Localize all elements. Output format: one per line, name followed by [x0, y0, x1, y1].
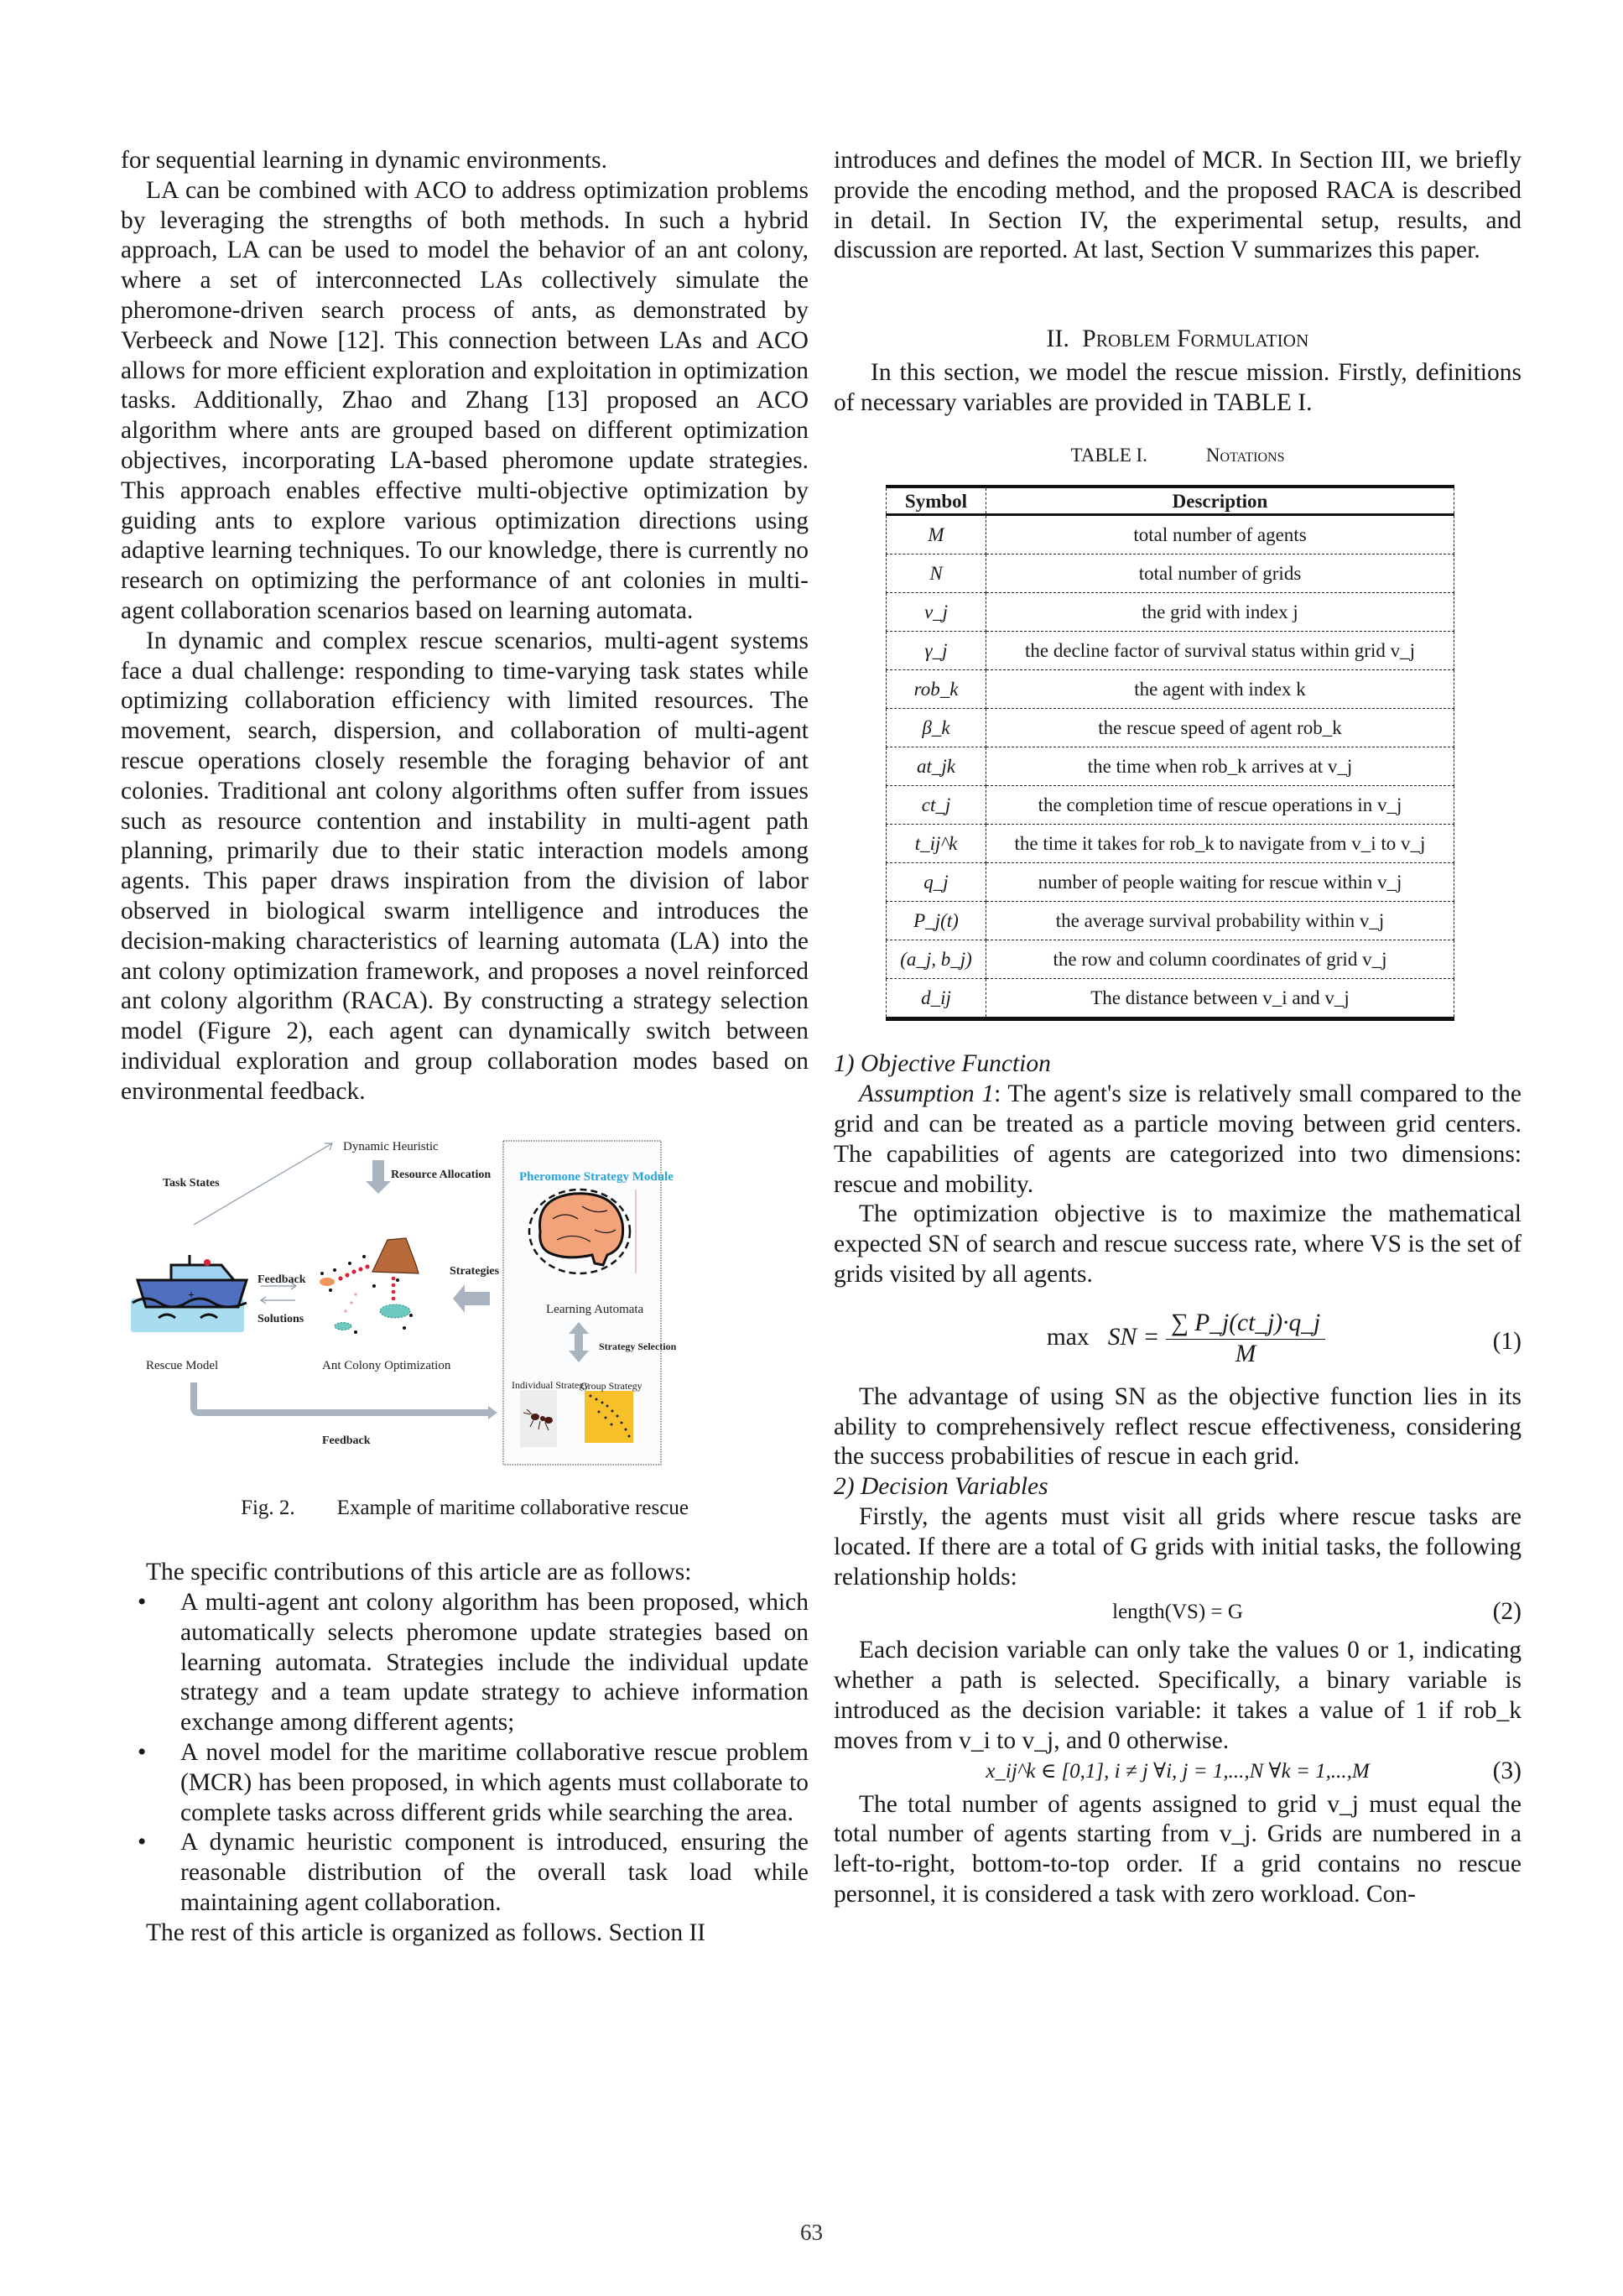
symbol-cell: P_j(t) [887, 902, 986, 940]
label-group-strategy: Group Strategy [580, 1379, 642, 1392]
symbol-cell: at_jk [887, 747, 986, 786]
page-number: 63 [800, 2220, 823, 2245]
description-cell: number of people waiting for rescue within v_j [986, 863, 1454, 902]
symbol-cell: γ_j [887, 632, 986, 670]
description-cell: the decline factor of survival status within grid v_j [986, 632, 1454, 670]
bottom-feedback-arrow [194, 1382, 488, 1413]
table-row [887, 979, 1454, 1019]
label-task-states: Task States [163, 1176, 220, 1190]
subsection-heading-objective: 1) Objective Function [834, 1050, 1051, 1078]
symbol-cell: q_j [887, 863, 986, 902]
label-dynamic-heuristic: Dynamic Heuristic [343, 1139, 439, 1153]
symbol-cell: M [887, 515, 986, 554]
food-source-teal-large [380, 1304, 410, 1318]
equation-1-denominator: M [1235, 1340, 1256, 1367]
symbol-cell: t_ij^k [887, 825, 986, 863]
symbol-cell: ct_j [887, 786, 986, 825]
equation-2 [834, 1597, 1522, 1631]
table-caption [834, 440, 1522, 471]
contribution-item: • A novel model for the maritime collaborative rescue problem (MCR) has been proposed, in which agents must collaborate to complete tasks across different grids while searching the area. [121, 1738, 809, 1828]
table-caption-label: TABLE I. [1070, 444, 1147, 466]
svg-text:+: + [188, 1289, 195, 1302]
table-row [887, 709, 1454, 747]
paragraph: introduces and defines the model of MCR. In Section III, we briefly provide the encoding method, and the proposed RACA is described in detail. In Section IV, the experimental setup, results, and discussion are reported. At last, Section V summarizes this paper. [834, 147, 1522, 264]
table-row [887, 593, 1454, 632]
notations-table [886, 485, 1454, 1021]
table-row [887, 825, 1454, 863]
paragraph: The rest of this article is organized as follows. Section II [146, 1919, 706, 1946]
equation-2-body: length(VS) = G [1112, 1601, 1243, 1624]
label-strategy-selection: Strategy Selection [599, 1340, 677, 1352]
label-resource-allocation: Resource Allocation [391, 1168, 492, 1181]
table-row [887, 863, 1454, 902]
paragraph: LA can be combined with ACO to address optimization problems by leveraging the strengths of both methods. In such a hybrid approach, LA can be used to model the behavior of an ant colony, where a set of interconnected LAs collectively simulate the pheromone-driven search process of ants, as demonstrated by Verbeeck and Nowe [12]. This connection between LAs and ACO allows for more efficient exploration and exploitation in optimization tasks. Additionally, Zhao and Zhang [13] proposed an ACO algorithm where ants are grouped based on different optimization objectives, incorporating LA-based pheromone update strategies. This approach enables effective multi-objective optimization by guiding ants to explore various optimization directions using adaptive learning techniques. To our knowledge, there is currently no research on optimizing the performance of ant colonies in multi-agent collaboration scenarios based on learning automata. [121, 176, 809, 624]
figure-caption [121, 1493, 809, 1523]
table-row [887, 747, 1454, 786]
label-solutions: Solutions [257, 1312, 304, 1325]
equation-3 [834, 1757, 1522, 1790]
description-cell: total number of grids [986, 554, 1454, 593]
equation-3-number: (3) [1492, 1757, 1522, 1784]
section-title: Problem Formulation [1082, 325, 1309, 353]
label-rescue-model: Rescue Model [146, 1358, 219, 1372]
food-source-teal-small [335, 1322, 351, 1330]
assumption-paragraph [834, 1080, 1522, 1200]
symbol-cell: N [887, 554, 986, 593]
paragraph: The advantage of using SN as the objective function lies in its ability to comprehensively reflect rescue effectiveness, considering the success probabilities of rescue in each grid. [834, 1382, 1522, 1471]
food-source-orange [320, 1278, 335, 1286]
symbol-cell: d_ij [887, 979, 986, 1019]
column-header-symbol: Symbol [887, 487, 986, 515]
description-cell: the time when rob_k arrives at v_j [986, 747, 1454, 786]
contribution-item: • A dynamic heuristic component is introduced, ensuring the reasonable distribution of the overall task load while maintaining agent collaboration. [121, 1828, 809, 1918]
label-ant-colony-optimization: Ant Colony Optimization [322, 1358, 451, 1372]
table-row [887, 902, 1454, 940]
description-cell: the agent with index k [986, 670, 1454, 709]
assumption-text: : The agent's size is relatively small compared to the grid and can be treated as a particle moving between grid centers. The capabilities of agents are categorized into two dimensions: rescue and mobility. [834, 1080, 1522, 1198]
table-row [887, 786, 1454, 825]
description-cell: the grid with index j [986, 593, 1454, 632]
boat-icon [131, 1255, 247, 1332]
table-row [887, 515, 1454, 554]
contribution-item: • A multi-agent ant colony algorithm has been proposed, which automatically selects pheromone update strategies based on learning automata. Strategies include the individual update strategy and a team update strategy to achieve information exchange among different agents; [121, 1588, 809, 1738]
label-learning-automata: Learning Automata [546, 1302, 644, 1316]
table-header-row [887, 487, 1454, 515]
description-cell: the time it takes for rob_k to navigate from v_i to v_j [986, 825, 1454, 863]
paragraph: Firstly, the agents must visit all grids where rescue tasks are located. If there are a total of G grids with initial tasks, the following relationship holds: [834, 1502, 1522, 1591]
column-header-description: Description [986, 487, 1454, 515]
table-row [887, 632, 1454, 670]
table-caption-text: Notations [1205, 444, 1285, 466]
paragraph: Each decision variable can only take the values 0 or 1, indicating whether a path is selected. Specifically, a binary variable is introduced as the decision variable: it takes a value of 1 if rob_k moves from v_i to v_j, and 0 otherwise. [834, 1637, 1522, 1754]
figure-2 [121, 1131, 809, 1483]
equation-2-number: (2) [1492, 1598, 1522, 1626]
figure-caption-text: Example of maritime collaborative rescue [336, 1496, 689, 1519]
contributions-intro: The specific contributions of this article are as follows: [146, 1559, 692, 1586]
subsection-heading-decision: 2) Decision Variables [834, 1473, 1048, 1501]
label-individual-strategy: Individual Strategy [512, 1378, 590, 1391]
paragraph: The optimization objective is to maximize the mathematical expected SN of search and rescue success rate, where VS is the set of grids visited by all agents. [834, 1200, 1522, 1288]
paragraph: In dynamic and complex rescue scenarios, multi-agent systems face a dual challenge: responding to time-varying task states while optimizing collaboration efficiency with limited resources. The movement, search, dispersion, and collaboration of multi-agent rescue operations closely resemble the foraging behavior of ant colonies. Traditional ant colony algorithms often suffer from issues such as resource contention and instability in multi-agent path planning, primarily due to their static interaction models among agents. This paper draws inspiration from the division of labor observed in biological swarm intelligence and introduces the decision-making characteristics of learning automata (LA) into the ant colony optimization framework, and proposes a novel reinforced ant colony algorithm (RACA). By constructing a strategy selection model (Figure 2), each agent can dynamically switch between individual exploration and group collaboration modes based on environmental feedback. [121, 627, 809, 1105]
table-row [887, 670, 1454, 709]
label-strategies: Strategies [450, 1264, 500, 1278]
description-cell: the rescue speed of agent rob_k [986, 709, 1454, 747]
section-heading [834, 325, 1522, 355]
description-cell: The distance between v_i and v_j [986, 979, 1454, 1019]
symbol-cell: (a_j, b_j) [887, 940, 986, 979]
label-feedback-small: Feedback [257, 1273, 306, 1286]
description-cell: the completion time of rescue operations in v_j [986, 786, 1454, 825]
resource-allocation-arrow [366, 1160, 391, 1194]
contributions-list [121, 1588, 809, 1919]
equation-1-numerator: ∑ P_j(ct_j)·q_j [1166, 1309, 1325, 1340]
equation-1 [834, 1302, 1522, 1377]
pheromone-strategy-module-title: Pheromone Strategy Module [519, 1169, 674, 1184]
symbol-cell: rob_k [887, 670, 986, 709]
equation-3-body: x_ij^k ∈ [0,1], i ≠ j ∀i, j = 1,...,N ∀k = 1,...,M [986, 1759, 1370, 1783]
strategies-arrow [453, 1284, 490, 1313]
right-column [834, 146, 1522, 1910]
label-feedback-bottom: Feedback [322, 1434, 371, 1447]
paragraph: The total number of agents assigned to grid v_j must equal the total number of agents starting from v_j. Grids are numbered in a left-to-right, bottom-to-top order. If a grid contains no rescue personnel, it is considered a task with zero workload. Con- [834, 1790, 1522, 1908]
description-cell: total number of agents [986, 515, 1454, 554]
description-cell: the row and column coordinates of grid v_j [986, 940, 1454, 979]
table-row [887, 940, 1454, 979]
paragraph: for sequential learning in dynamic environments. [121, 147, 608, 174]
assumption-label: Assumption 1 [859, 1080, 995, 1108]
anthill-icon [372, 1238, 419, 1273]
equation-1-body: max SN = $\frac{\sum P\_j(ct\_j)\cdot q\_j}{M}$ [834, 1309, 1522, 1370]
symbol-cell: β_k [887, 709, 986, 747]
symbol-cell: v_j [887, 593, 986, 632]
description-cell: the average survival probability within v_j [986, 902, 1454, 940]
paragraph: In this section, we model the rescue mission. Firstly, definitions of necessary variables are provided in TABLE I. [834, 358, 1522, 416]
equation-1-number: (1) [1492, 1327, 1522, 1355]
table-row [887, 554, 1454, 593]
left-column [121, 146, 809, 1949]
figure-caption-label: Fig. 2. [241, 1496, 295, 1519]
section-number: II. [1046, 325, 1070, 353]
